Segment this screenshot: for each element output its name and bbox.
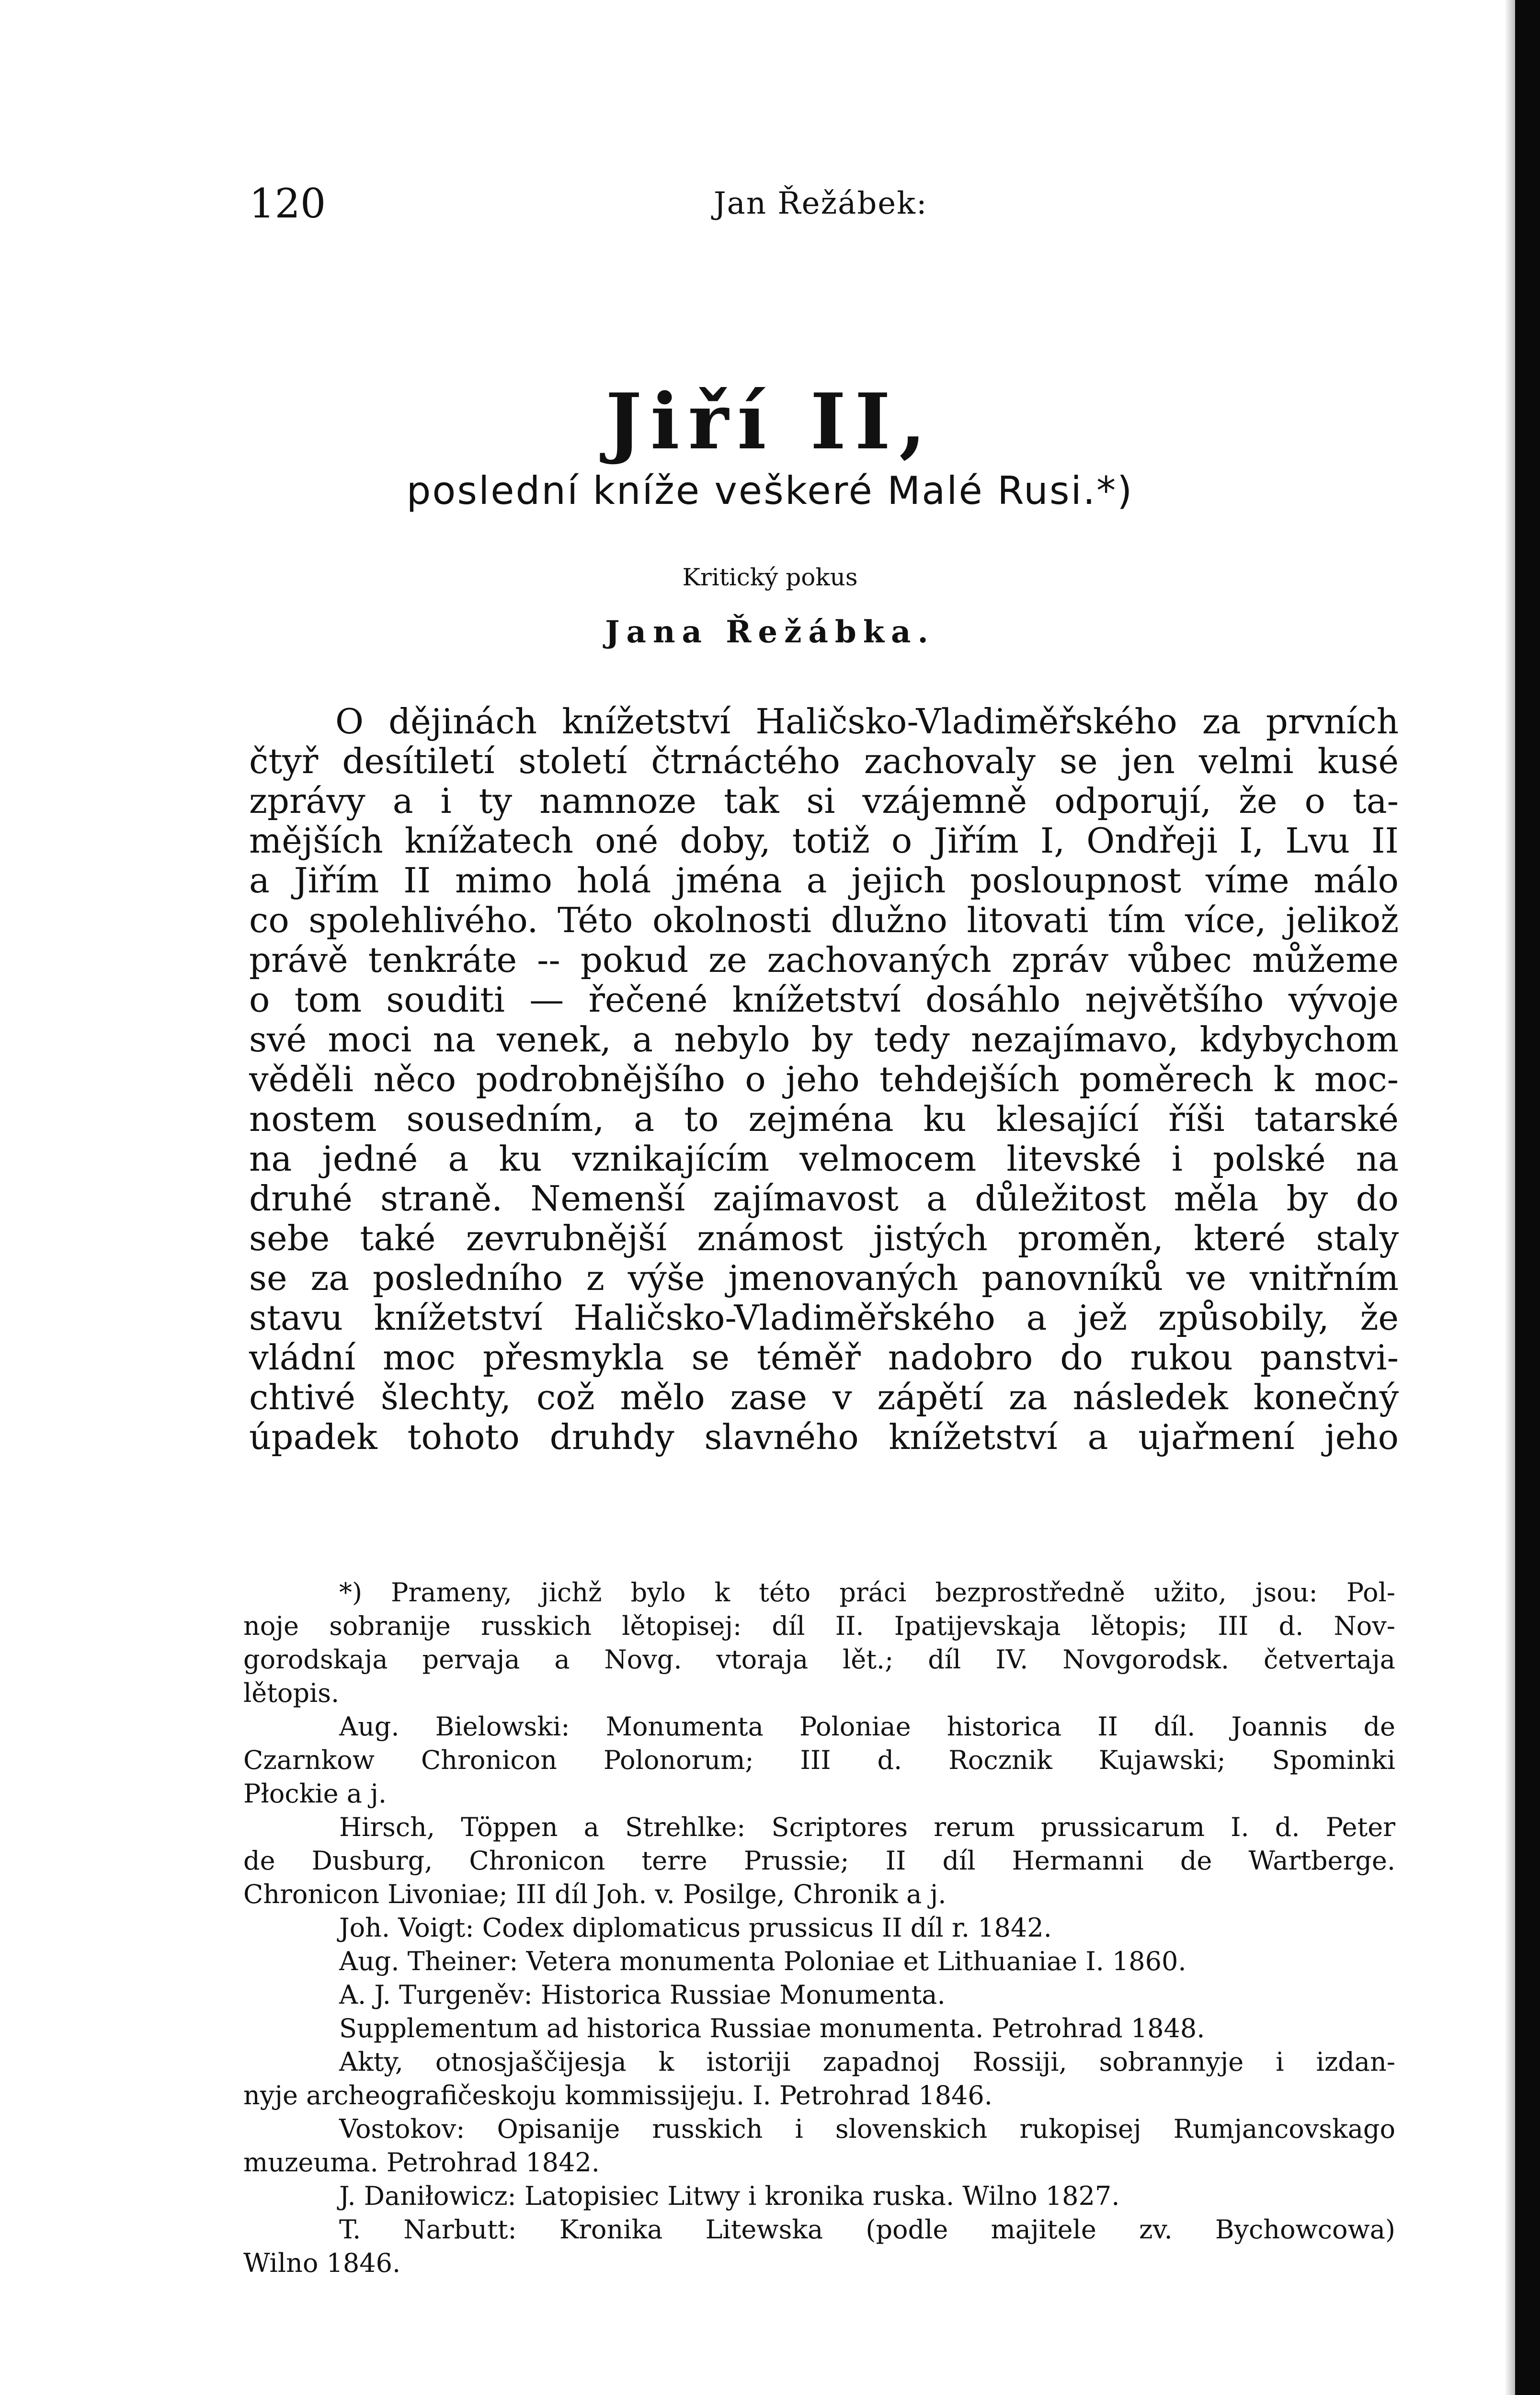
body-line: co spolehlivého. Této okolnosti dlužno litovati tím více, jelikož — [249, 900, 1399, 940]
footnote-line: *) Prameny, jichž bylo k této práci bezprostředně užito, jsou: Pol- — [339, 1577, 1395, 1608]
body-line: nostem sousedním, a to zejména ku klesající říši tatarské — [249, 1099, 1399, 1139]
body-line: na jedné a ku vznikajícím velmocem litevské i polské na — [249, 1139, 1399, 1179]
article-label: Kritický pokus — [682, 563, 858, 591]
article-title: Jiří II, — [605, 376, 935, 467]
running-title: Jan Řežábek: — [714, 186, 928, 221]
body-line: své moci na venek, a nebylo by tedy nezajímavo, kdybychom — [249, 1019, 1399, 1060]
body-text — [249, 702, 1399, 1457]
footnote-line: Aug. Theiner: Vetera monumenta Poloniae et Lithuaniae I. 1860. — [339, 1946, 1186, 1976]
body-line: a Jiřím II mimo holá jména a jejich posloupnost víme málo — [249, 860, 1399, 901]
footnote-line: lětopis. — [243, 1678, 340, 1708]
body-line: právě tenkráte -- pokud ze zachovaných zpráv vůbec můžeme — [249, 940, 1399, 980]
body-line: o tom souditi — řečené knížetství dosáhlo největšího vývoje — [249, 980, 1399, 1020]
footnotes — [243, 1576, 1395, 2280]
body-line: čtyř desítiletí století čtrnáctého zachovaly se jen velmi kusé — [249, 741, 1399, 781]
body-line: stavu knížetství Haličsko-Vladiměřského a jež způsobily, že — [249, 1298, 1399, 1338]
footnote-line: Supplementum ad historica Russiae monumenta. Petrohrad 1848. — [339, 2013, 1205, 2043]
body-line: zprávy a i ty namnoze tak si vzájemně odporují, že o ta- — [249, 781, 1399, 821]
body-line: se za posledního z výše jmenovaných panovníků ve vnitřním — [249, 1258, 1399, 1298]
running-head — [249, 180, 1399, 228]
footnote-line: noje sobranije russkich lětopisej: díl II. Ipatijevskaja lětopis; III d. Nov- — [243, 1611, 1395, 1641]
footnote-line: Hirsch, Töppen a Strehlke: Scriptores rerum prussicarum I. d. Peter — [339, 1812, 1395, 1842]
page-gutter-shadow — [1505, 0, 1515, 2395]
footnote-line: Aug. Bielowski: Monumenta Poloniae historica II díl. Joannis de — [339, 1711, 1395, 1742]
footnote-line: J. Daniłowicz: Latopisiec Litwy i kronika ruska. Wilno 1827. — [339, 2181, 1120, 2211]
footnote-line: Vostokov: Opisanije russkich i slovenskich rukopisej Rumjancovskago — [339, 2114, 1395, 2144]
footnote-line: Joh. Voigt: Codex diplomaticus prussicus II díl r. 1842. — [339, 1913, 1052, 1943]
footnote-line: T. Narbutt: Kronika Litewska (podle majitele zv. Bychowcowa) — [339, 2214, 1395, 2245]
footnote-line: muzeuma. Petrohrad 1842. — [243, 2147, 600, 2178]
body-line: mějších knížatech oné doby, totiž o Jiřím I, Ondřeji I, Lvu II — [249, 821, 1399, 861]
footnote-line: nyje archeografičeskoju kommissijeju. I. Petrohrad 1846. — [243, 2080, 992, 2110]
body-line: vládní moc přesmykla se téměř nadobro do rukou panstvi- — [249, 1337, 1399, 1378]
footnote-line: Płockie a j. — [243, 1779, 387, 1809]
footnote-line: gorodskaja pervaja a Novg. vtoraja lět.; díl IV. Novgorodsk. četvertaja — [243, 1644, 1395, 1675]
footnote-line: Czarnkow Chronicon Polonorum; III d. Rocznik Kujawski; Spominki — [243, 1745, 1395, 1775]
article-author: Jana Řežábka. — [605, 614, 935, 650]
body-line: úpadek tohoto druhdy slavného knížetství a ujařmení jeho — [249, 1417, 1399, 1457]
footnote-line: Chronicon Livoniae; III díl Joh. v. Posilge, Chronik a j. — [243, 1879, 947, 1909]
article-subtitle: poslední kníže veškeré Malé Rusi.*) — [406, 468, 1134, 513]
footnote-line: Akty, otnosjaščijesja k istoriji zapadnoj Rossiji, sobrannyje i izdan- — [339, 2047, 1395, 2077]
scan-edge — [1515, 0, 1540, 2395]
page-number: 120 — [249, 180, 326, 227]
footnote-line: Wilno 1846. — [243, 2248, 401, 2278]
body-line: druhé straně. Nemenší zajímavost a důležitost měla by do — [249, 1178, 1399, 1219]
body-line: sebe také zevrubnější známost jistých proměn, které staly — [249, 1218, 1399, 1258]
body-line: O dějinách knížetství Haličsko-Vladiměřského za prvních — [335, 701, 1399, 741]
footnote-line: A. J. Turgeněv: Historica Russiae Monumenta. — [339, 1980, 946, 2010]
footnote-line: de Dusburg, Chronicon terre Prussie; II díl Hermanni de Wartberge. — [243, 1846, 1395, 1876]
body-line: chtivé šlechty, což mělo zase v zápětí za následek konečný — [249, 1377, 1399, 1417]
body-line: věděli něco podrobnějšího o jeho tehdejších poměrech k moc- — [249, 1059, 1399, 1099]
